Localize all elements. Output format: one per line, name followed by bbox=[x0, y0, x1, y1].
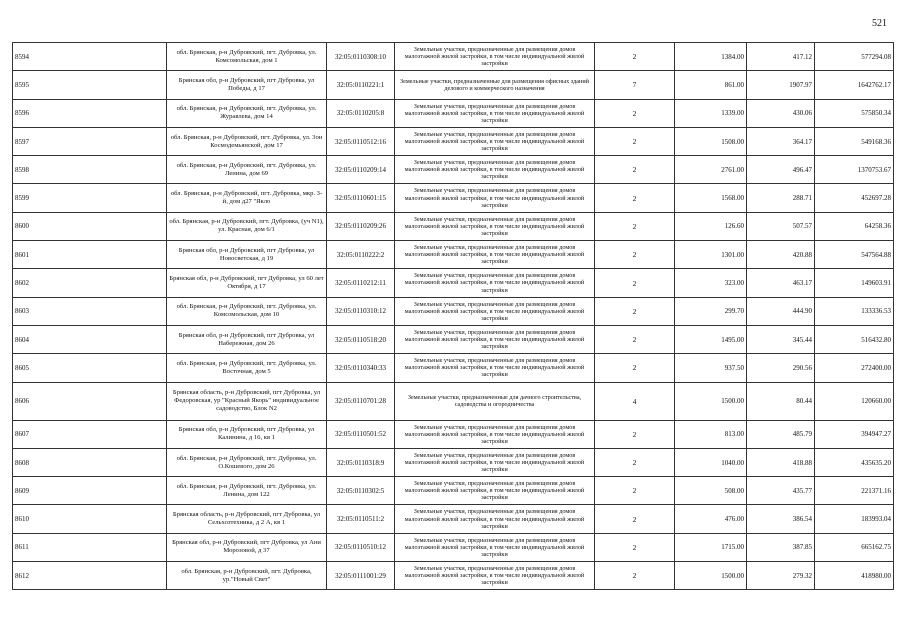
group-cell: 2 bbox=[595, 212, 675, 240]
cadastral-value-cell: 549168.36 bbox=[815, 127, 894, 155]
row-number-cell: 8609 bbox=[13, 477, 167, 505]
table-row bbox=[13, 156, 894, 184]
table-row bbox=[13, 43, 894, 71]
specific-value-cell: 507.57 bbox=[747, 212, 815, 240]
specific-value-cell: 463.17 bbox=[747, 269, 815, 297]
address-cell: обл. Брянская, р-н Дубровский, пгт. Дубровка, ур."Новый Свет" bbox=[167, 562, 327, 590]
table-row bbox=[13, 99, 894, 127]
specific-value-cell: 290.56 bbox=[747, 354, 815, 382]
specific-value-cell: 80.44 bbox=[747, 382, 815, 420]
table-row bbox=[13, 562, 894, 590]
cadastral-value-cell: 452697.28 bbox=[815, 184, 894, 212]
area-cell: 126.60 bbox=[675, 212, 747, 240]
table-row bbox=[13, 297, 894, 325]
row-number-cell: 8606 bbox=[13, 382, 167, 420]
table-body bbox=[13, 43, 894, 590]
specific-value-cell: 279.32 bbox=[747, 562, 815, 590]
group-cell: 2 bbox=[595, 420, 675, 448]
group-cell: 2 bbox=[595, 562, 675, 590]
group-cell: 2 bbox=[595, 43, 675, 71]
area-cell: 1508.00 bbox=[675, 127, 747, 155]
cadastral-value-cell: 272400.00 bbox=[815, 354, 894, 382]
specific-value-cell: 364.17 bbox=[747, 127, 815, 155]
row-number-cell: 8604 bbox=[13, 325, 167, 353]
land-use-cell: Земельные участки, предназначенные для размещения домов малоэтажной жилой застройки, в том числе индивидуальной жилой застройки bbox=[395, 269, 595, 297]
area-cell: 508.00 bbox=[675, 477, 747, 505]
table-row bbox=[13, 382, 894, 420]
group-cell: 2 bbox=[595, 477, 675, 505]
specific-value-cell: 420.88 bbox=[747, 241, 815, 269]
address-cell: обл. Брянская, р-н Дубровский, пгт. Дубровка, (уч N1), ул. Красная, дом 6/1 bbox=[167, 212, 327, 240]
group-cell: 2 bbox=[595, 448, 675, 476]
group-cell: 2 bbox=[595, 241, 675, 269]
specific-value-cell: 345.44 bbox=[747, 325, 815, 353]
area-cell: 476.00 bbox=[675, 505, 747, 533]
table-row bbox=[13, 354, 894, 382]
cadastral-number-cell: 32:05:0110510:12 bbox=[327, 533, 395, 561]
address-cell: Брянская область, р-н Дубровский, пгт Дубровка, ул Сельхозтехника, д 2 А, кв 1 bbox=[167, 505, 327, 533]
row-number-cell: 8599 bbox=[13, 184, 167, 212]
address-cell: обл. Брянская, р-н Дубровский, пгт. Дубровка, ул. Восточная, дом 5 bbox=[167, 354, 327, 382]
row-number-cell: 8598 bbox=[13, 156, 167, 184]
cadastral-number-cell: 32:05:0110701:28 bbox=[327, 382, 395, 420]
address-cell: обл. Брянская, р-н Дубровский, пгт. Дубровка, ул. Журавлева, дом 14 bbox=[167, 99, 327, 127]
area-cell: 1500.00 bbox=[675, 562, 747, 590]
row-number-cell: 8605 bbox=[13, 354, 167, 382]
area-cell: 1495.00 bbox=[675, 325, 747, 353]
row-number-cell: 8597 bbox=[13, 127, 167, 155]
cadastral-number-cell: 32:05:0110501:52 bbox=[327, 420, 395, 448]
address-cell: Брянская обл, р-н Дубровский, пгт Дубровка, ул Победы, д 17 bbox=[167, 71, 327, 99]
area-cell: 1339.00 bbox=[675, 99, 747, 127]
land-use-cell: Земельные участки, предназначенные для размещения домов малоэтажной жилой застройки, в том числе индивидуальной жилой застройки bbox=[395, 184, 595, 212]
cadastral-number-cell: 32:05:0110340:33 bbox=[327, 354, 395, 382]
cadastral-value-cell: 547564.88 bbox=[815, 241, 894, 269]
area-cell: 1384.00 bbox=[675, 43, 747, 71]
group-cell: 2 bbox=[595, 184, 675, 212]
group-cell: 2 bbox=[595, 354, 675, 382]
group-cell: 2 bbox=[595, 505, 675, 533]
cadastral-number-cell: 32:05:0110205:8 bbox=[327, 99, 395, 127]
area-cell: 299.70 bbox=[675, 297, 747, 325]
table-row bbox=[13, 241, 894, 269]
table-row bbox=[13, 212, 894, 240]
specific-value-cell: 485.79 bbox=[747, 420, 815, 448]
cadastral-value-cell: 516432.80 bbox=[815, 325, 894, 353]
specific-value-cell: 418.88 bbox=[747, 448, 815, 476]
cadastral-value-cell: 221371.16 bbox=[815, 477, 894, 505]
row-number-cell: 8595 bbox=[13, 71, 167, 99]
land-use-cell: Земельные участки, предназначенные для размещения домов малоэтажной жилой застройки, в том числе индивидуальной жилой застройки bbox=[395, 241, 595, 269]
table-row bbox=[13, 448, 894, 476]
table-row bbox=[13, 533, 894, 561]
cadastral-number-cell: 32:05:0110310:12 bbox=[327, 297, 395, 325]
cadastral-number-cell: 32:05:0110209:26 bbox=[327, 212, 395, 240]
land-use-cell: Земельные участки, предназначенные для размещения домов малоэтажной жилой застройки, в том числе индивидуальной жилой застройки bbox=[395, 325, 595, 353]
cadastral-value-cell: 577294.08 bbox=[815, 43, 894, 71]
address-cell: Брянская обл, р-н Дубровский, пгт Дубровка, ул 60 лет Октября, д 17 bbox=[167, 269, 327, 297]
table-row bbox=[13, 505, 894, 533]
group-cell: 2 bbox=[595, 297, 675, 325]
address-cell: обл. Брянская, р-н Дубровский, пгт. Дубровка, ул. Комсомольская, дом 10 bbox=[167, 297, 327, 325]
table-row bbox=[13, 325, 894, 353]
row-number-cell: 8600 bbox=[13, 212, 167, 240]
land-use-cell: Земельные участки, предназначенные для размещения домов малоэтажной жилой застройки, в том числе индивидуальной жилой застройки bbox=[395, 212, 595, 240]
group-cell: 2 bbox=[595, 156, 675, 184]
row-number-cell: 8608 bbox=[13, 448, 167, 476]
area-cell: 1301.00 bbox=[675, 241, 747, 269]
address-cell: Брянская обл, р-н Дубровский, пгт Дубровка, ул Набережная, дом 26 bbox=[167, 325, 327, 353]
land-use-cell: Земельные участки, предназначенные для дачного строительства, садоводства и огородничества bbox=[395, 382, 595, 420]
land-use-cell: Земельные участки, предназначенные для размещения домов малоэтажной жилой застройки, в том числе индивидуальной жилой застройки bbox=[395, 354, 595, 382]
row-number-cell: 8602 bbox=[13, 269, 167, 297]
area-cell: 861.00 bbox=[675, 71, 747, 99]
cadastral-value-cell: 133336.53 bbox=[815, 297, 894, 325]
address-cell: обл. Брянская, р-н Дубровский, пгт. Дубровка, ул. Комсомольская, дом 1 bbox=[167, 43, 327, 71]
address-cell: Брянская обл, р-н Дубровский, пгт Дубровка, ул Новосветская, д 19 bbox=[167, 241, 327, 269]
group-cell: 2 bbox=[595, 325, 675, 353]
group-cell: 4 bbox=[595, 382, 675, 420]
table-row bbox=[13, 184, 894, 212]
cadastral-number-cell: 32:05:0110221:1 bbox=[327, 71, 395, 99]
cadastral-value-cell: 149603.91 bbox=[815, 269, 894, 297]
specific-value-cell: 386.54 bbox=[747, 505, 815, 533]
cadastral-number-cell: 32:05:0110209:14 bbox=[327, 156, 395, 184]
land-use-cell: Земельные участки, предназначенные для размещения домов малоэтажной жилой застройки, в том числе индивидуальной жилой застройки bbox=[395, 156, 595, 184]
specific-value-cell: 417.12 bbox=[747, 43, 815, 71]
area-cell: 813.00 bbox=[675, 420, 747, 448]
land-use-cell: Земельные участки, предназначенные для размещения домов малоэтажной жилой застройки, в том числе индивидуальной жилой застройки bbox=[395, 43, 595, 71]
land-use-cell: Земельные участки, предназначенные для размещения домов малоэтажной жилой застройки, в том числе индивидуальной жилой застройки bbox=[395, 99, 595, 127]
land-use-cell: Земельные участки, предназначенные для размещения домов малоэтажной жилой застройки, в том числе индивидуальной жилой застройки bbox=[395, 297, 595, 325]
table-row bbox=[13, 269, 894, 297]
area-cell: 1715.00 bbox=[675, 533, 747, 561]
cadastral-value-cell: 183993.04 bbox=[815, 505, 894, 533]
row-number-cell: 8601 bbox=[13, 241, 167, 269]
specific-value-cell: 430.06 bbox=[747, 99, 815, 127]
cadastral-number-cell: 32:05:0110601:15 bbox=[327, 184, 395, 212]
cadastral-number-cell: 32:05:0110511:2 bbox=[327, 505, 395, 533]
row-number-cell: 8607 bbox=[13, 420, 167, 448]
area-cell: 937.50 bbox=[675, 354, 747, 382]
address-cell: обл. Брянская, р-н Дубровский, пгт. Дубровка, мкр. 3-й, дом д27 "Якло bbox=[167, 184, 327, 212]
group-cell: 2 bbox=[595, 127, 675, 155]
area-cell: 1568.00 bbox=[675, 184, 747, 212]
address-cell: обл. Брянская, р-н Дубровский, пгт. Дубровка, ул. О.Кошевого, дом 26 bbox=[167, 448, 327, 476]
cadastral-number-cell: 32:05:0110212:11 bbox=[327, 269, 395, 297]
cadastral-value-cell: 1642762.17 bbox=[815, 71, 894, 99]
table-row bbox=[13, 71, 894, 99]
cadastral-number-cell: 32:05:0110512:16 bbox=[327, 127, 395, 155]
area-cell: 2761.00 bbox=[675, 156, 747, 184]
address-cell: обл. Брянская, р-н Дубровский, пгт. Дубровка, ул. Ленина, дом 69 bbox=[167, 156, 327, 184]
group-cell: 2 bbox=[595, 533, 675, 561]
cadastral-number-cell: 32:05:0110308:10 bbox=[327, 43, 395, 71]
table-row bbox=[13, 477, 894, 505]
cadastral-value-cell: 575850.34 bbox=[815, 99, 894, 127]
cadastral-number-cell: 32:05:0110302:5 bbox=[327, 477, 395, 505]
address-cell: обл. Брянская, р-н Дубровский, пгт. Дубровка, ул. 3он Космодемьянской, дом 17 bbox=[167, 127, 327, 155]
row-number-cell: 8603 bbox=[13, 297, 167, 325]
group-cell: 2 bbox=[595, 99, 675, 127]
group-cell: 7 bbox=[595, 71, 675, 99]
land-use-cell: Земельные участки, предназначенные для размещения домов малоэтажной жилой застройки, в том числе индивидуальной жилой застройки bbox=[395, 448, 595, 476]
land-use-cell: Земельные участки, предназначенные для размещения домов малоэтажной жилой застройки, в том числе индивидуальной жилой застройки bbox=[395, 562, 595, 590]
row-number-cell: 8596 bbox=[13, 99, 167, 127]
land-use-cell: Земельные участки, предназначенные для размещения домов малоэтажной жилой застройки, в том числе индивидуальной жилой застройки bbox=[395, 533, 595, 561]
cadastral-value-cell: 665162.75 bbox=[815, 533, 894, 561]
cadastral-value-cell: 418980.00 bbox=[815, 562, 894, 590]
land-use-cell: Земельные участки, предназначенные для размещения домов малоэтажной жилой застройки, в том числе индивидуальной жилой застройки bbox=[395, 127, 595, 155]
area-cell: 1040.00 bbox=[675, 448, 747, 476]
address-cell: Брянская область, р-н Дубровский, пгт Дубровка, ул Федоровская, ур "Красный Якорь" индивидуальное садоводство, Блок N2 bbox=[167, 382, 327, 420]
row-number-cell: 8612 bbox=[13, 562, 167, 590]
group-cell: 2 bbox=[595, 269, 675, 297]
cadastral-value-table bbox=[12, 42, 894, 590]
specific-value-cell: 435.77 bbox=[747, 477, 815, 505]
cadastral-value-cell: 120660.00 bbox=[815, 382, 894, 420]
address-cell: Брянская обл, р-н Дубровский, пгт Дубровка, ул Калинина, д 16, кв 1 bbox=[167, 420, 327, 448]
cadastral-number-cell: 32:05:0110318:9 bbox=[327, 448, 395, 476]
cadastral-number-cell: 32:05:0110222:2 bbox=[327, 241, 395, 269]
cadastral-number-cell: 32:05:0111001:29 bbox=[327, 562, 395, 590]
cadastral-value-cell: 1370753.67 bbox=[815, 156, 894, 184]
row-number-cell: 8610 bbox=[13, 505, 167, 533]
land-use-cell: Земельные участки, предназначенные для размещения домов малоэтажной жилой застройки, в том числе индивидуальной жилой застройки bbox=[395, 420, 595, 448]
specific-value-cell: 1907.97 bbox=[747, 71, 815, 99]
row-number-cell: 8611 bbox=[13, 533, 167, 561]
row-number-cell: 8594 bbox=[13, 43, 167, 71]
address-cell: обл. Брянская, р-н Дубровский, пгт. Дубровка, ул. Ленина, дом 122 bbox=[167, 477, 327, 505]
specific-value-cell: 496.47 bbox=[747, 156, 815, 184]
table-row bbox=[13, 127, 894, 155]
specific-value-cell: 288.71 bbox=[747, 184, 815, 212]
land-use-cell: Земельные участки, предназначенные для размещения домов малоэтажной жилой застройки, в том числе индивидуальной жилой застройки bbox=[395, 505, 595, 533]
page-number: 521 bbox=[872, 18, 887, 29]
specific-value-cell: 444.90 bbox=[747, 297, 815, 325]
cadastral-value-cell: 394947.27 bbox=[815, 420, 894, 448]
cadastral-value-cell: 64258.36 bbox=[815, 212, 894, 240]
cadastral-value-cell: 435635.20 bbox=[815, 448, 894, 476]
area-cell: 1500.00 bbox=[675, 382, 747, 420]
land-use-cell: Земельные участки, предназначенные для размещения домов малоэтажной жилой застройки, в том числе индивидуальной жилой застройки bbox=[395, 477, 595, 505]
land-use-cell: Земельные участки, предназначенные для размещения офисных зданий делового и коммерческого назначения bbox=[395, 71, 595, 99]
cadastral-number-cell: 32:05:0110518:20 bbox=[327, 325, 395, 353]
area-cell: 323.00 bbox=[675, 269, 747, 297]
address-cell: Брянская обл, р-н Дубровский, пгт Дубровка, ул Ани Морозовой, д 37 bbox=[167, 533, 327, 561]
table-row bbox=[13, 420, 894, 448]
specific-value-cell: 387.85 bbox=[747, 533, 815, 561]
